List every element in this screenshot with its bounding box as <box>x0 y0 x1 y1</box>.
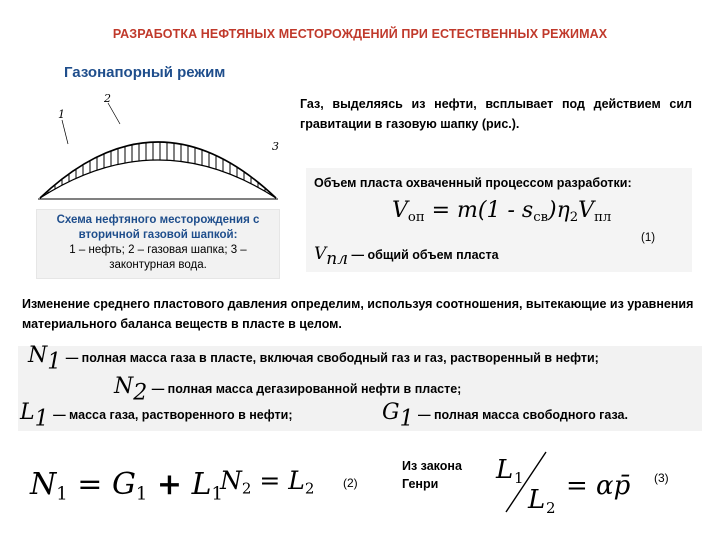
f2a-plus: + <box>156 467 183 502</box>
f2b-n: N <box>220 466 242 495</box>
equation-number-2: (2) <box>343 476 358 490</box>
f2b-l-sub: 2 <box>304 479 315 498</box>
slide-title: РАЗРАБОТКА НЕФТЯНЫХ МЕСТОРОЖДЕНИЙ ПРИ ЕСТЕСТВЕННЫХ РЕЖИМАХ <box>112 27 608 41</box>
caption-body: 1 – нефть; 2 – газовая шапка; 3 – законтурная вода. <box>69 244 247 271</box>
vpl-definition <box>314 244 499 269</box>
equation-number-3: (3) <box>654 471 669 485</box>
f2b-n-sub: 2 <box>241 479 252 498</box>
diagram-label-3: 3 <box>272 140 279 153</box>
inner-arch <box>40 160 276 198</box>
f2b-l: L <box>288 466 305 495</box>
f2a-l-sub: 1 <box>211 483 223 505</box>
l1-symbol: L <box>20 400 35 425</box>
n1-symbol: N <box>28 343 48 368</box>
formula-eta-sub: 2 <box>569 209 579 225</box>
f2a-g-sub: 1 <box>135 483 148 505</box>
formula-v-sub: оп <box>407 209 425 225</box>
definition-g1 <box>382 400 628 432</box>
formula-vpl: V <box>578 198 595 223</box>
vpl-text: — общий объем пласта <box>351 248 499 262</box>
mass-balance-formula-b <box>220 466 314 498</box>
volume-text: Объем пласта охваченный процессом разработки: <box>314 176 632 190</box>
f2b-eq: = <box>259 466 281 495</box>
f2a-n: N <box>30 467 57 502</box>
f2a-eq: = <box>77 467 103 502</box>
definition-l1 <box>20 400 293 432</box>
f2a-g: G <box>111 467 136 502</box>
vpl-symbol: V <box>314 244 327 264</box>
henry-formula <box>494 446 644 516</box>
intro-paragraph: Газ, выделяясь из нефти, всплывает под действием сил гравитации в газовую шапку (рис.). <box>300 97 692 131</box>
equation-number-1: (1) <box>641 232 656 244</box>
g1-sub: 1 <box>399 406 414 432</box>
g1-symbol: G <box>382 400 400 425</box>
henry-den: L <box>528 485 546 515</box>
formula-body: = m(1 - s <box>431 198 534 223</box>
formula-s-sub: св <box>533 209 549 225</box>
section-subtitle: Газонапорный режим <box>64 64 226 81</box>
henry-num-sub: 1 <box>514 469 524 487</box>
volume-formula <box>392 198 611 225</box>
formula-v: V <box>392 198 408 223</box>
l1-sub: 1 <box>34 406 49 432</box>
vpl-sub: пл <box>326 249 349 270</box>
f2a-n-sub: 1 <box>56 483 68 505</box>
g1-text: — полная масса свободного газа. <box>418 408 628 422</box>
formula-eta: )η <box>548 198 570 223</box>
gas-cap-hatching <box>40 102 276 200</box>
henry-law-label <box>402 457 482 493</box>
diagram-caption <box>36 209 280 279</box>
n2-symbol: N <box>114 374 134 399</box>
diagram-label-2: 2 <box>104 92 111 105</box>
henry-rhs: = αp̄ <box>566 471 631 501</box>
n2-sub: 2 <box>133 380 148 406</box>
diagram-label-1: 1 <box>58 108 65 121</box>
n1-text: — полная масса газа в пласте, включая свободный газ и газ, растворенный в нефти; <box>65 351 599 365</box>
material-balance-paragraph: Изменение среднего пластового давления определим, используя соотношения, вытекающие из уравнения материального баланса веществ в пласте в целом. <box>22 297 694 331</box>
henry-label-text: Из закона Генри <box>402 459 462 491</box>
oil-field-diagram <box>38 88 278 210</box>
caption-title: Схема нефтяного месторождения с вторичной газовой шапкой: <box>56 214 260 241</box>
n1-sub: 1 <box>47 349 62 375</box>
definition-n1 <box>28 343 698 375</box>
henry-num: L <box>496 455 514 485</box>
n2-text: — полная масса дегазированной нефти в пласте; <box>151 382 462 396</box>
mass-balance-formula-a <box>30 467 223 504</box>
formula-vpl-sub: пл <box>594 209 612 225</box>
henry-den-sub: 2 <box>546 499 556 517</box>
l1-text: — масса газа, растворенного в нефти; <box>53 408 293 422</box>
f2a-l: L <box>191 467 212 502</box>
